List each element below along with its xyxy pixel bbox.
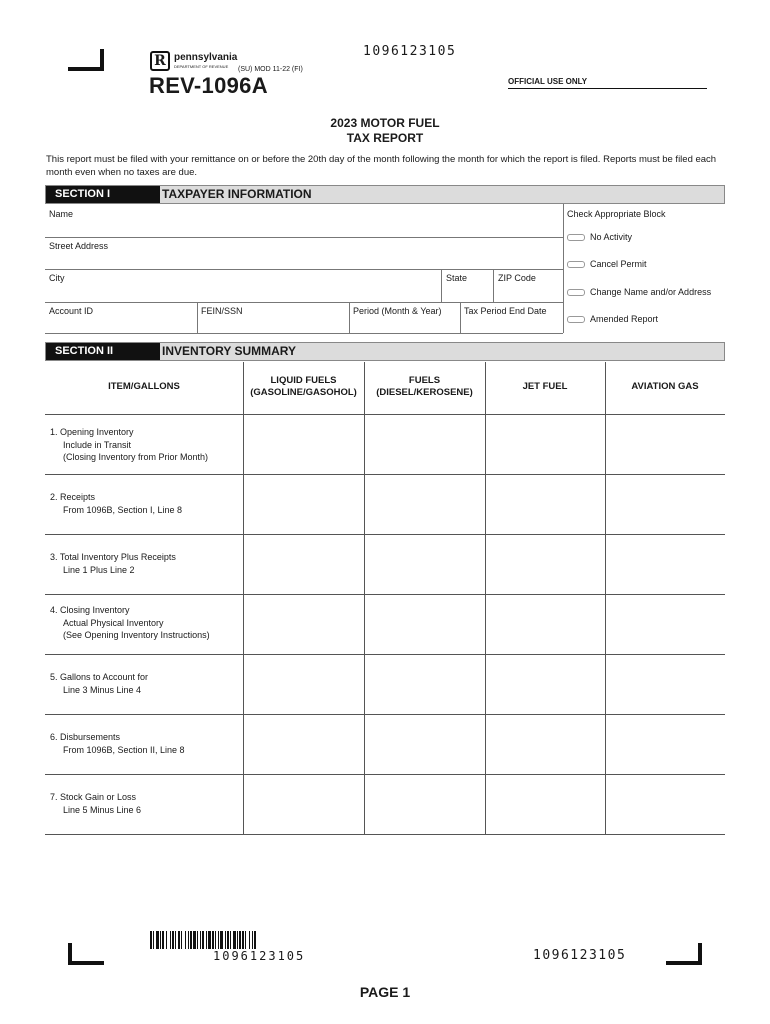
divider (45, 474, 725, 475)
pa-revenue-logo-icon: R (150, 51, 170, 71)
page-number: PAGE 1 (359, 984, 411, 1000)
check-block-title: Check Appropriate Block (567, 209, 666, 219)
divider (45, 774, 725, 775)
divider (45, 594, 725, 595)
report-title-line1: 2023 MOTOR FUEL (330, 116, 440, 130)
street-address-field[interactable]: Street Address (49, 241, 109, 251)
zip-code-field[interactable]: ZIP Code (498, 273, 536, 283)
row-label-stock-gain-loss: 7. Stock Gain or Loss Line 5 Minus Line 6 (50, 792, 142, 815)
agency-department: DEPARTMENT OF REVENUE (174, 64, 229, 69)
filing-instructions: This report must be filed with your remittance on or before the 20th day of the month following the month for which the report is filed. Reports must be filed each month even when no taxes are due. (46, 154, 717, 178)
row-label-closing-inventory: 4. Closing Inventory Actual Physical Inventory (See Opening Inventory Instructions) (50, 605, 210, 640)
checkbox-label: Cancel Permit (590, 259, 647, 269)
row-label-total-inventory: 3. Total Inventory Plus Receipts Line 1 Plus Line 2 (50, 552, 176, 575)
checkbox-icon[interactable] (567, 234, 585, 241)
row-label-gallons-to-account: 5. Gallons to Account for Line 3 Minus Line 4 (50, 672, 149, 695)
form-title: REV-1096A (149, 73, 268, 98)
column-header-jet-fuel: JET FUEL (522, 381, 568, 392)
divider (45, 302, 563, 303)
checkbox-cancel-permit[interactable] (567, 259, 647, 269)
divider (45, 654, 725, 655)
agency-name: pennsylvania (174, 52, 238, 63)
barcode-number: 1096123105 (213, 949, 306, 963)
inventory-table (45, 362, 725, 835)
checkbox-icon[interactable] (567, 316, 585, 323)
divider (605, 362, 606, 835)
divider (197, 302, 198, 333)
divider (349, 302, 350, 333)
divider (563, 204, 564, 333)
barcode-icon (150, 931, 363, 949)
divider (45, 834, 725, 835)
report-title-line2: TAX REPORT (346, 131, 424, 145)
checkbox-label: Amended Report (590, 314, 659, 324)
city-field[interactable]: City (49, 273, 65, 283)
fein-ssn-field[interactable]: FEIN/SSN (201, 306, 243, 316)
checkbox-icon[interactable] (567, 289, 585, 296)
checkbox-label: Change Name and/or Address (590, 287, 712, 297)
report-title (0, 116, 770, 146)
column-header-item: ITEM/GALLONS (108, 381, 180, 392)
corner-mark-bottom-left (68, 943, 104, 965)
account-id-field[interactable]: Account ID (49, 306, 94, 316)
tax-period-end-field[interactable]: Tax Period End Date (464, 306, 547, 316)
scan-number-bottom: 1096123105 (533, 948, 627, 963)
section1-header (45, 185, 725, 204)
period-field[interactable]: Period (Month & Year) (353, 306, 442, 316)
divider (460, 302, 461, 333)
official-use-label: OFFICIAL USE ONLY (508, 77, 707, 89)
divider (45, 237, 563, 238)
section1-title: TAXPAYER INFORMATION (162, 187, 312, 201)
corner-mark-top-left (68, 49, 104, 71)
checkbox-change-name[interactable] (567, 287, 711, 297)
checkbox-label: No Activity (590, 232, 633, 242)
form-code: (SU) MOD 11-22 (FI) (238, 66, 303, 73)
divider (45, 414, 725, 415)
divider (45, 714, 725, 715)
row-label-receipts: 2. Receipts From 1096B, Section I, Line 8 (50, 492, 183, 515)
divider (45, 534, 725, 535)
divider (485, 362, 486, 835)
divider (493, 269, 494, 302)
row-label-opening-inventory: 1. Opening Inventory Include in Transit (Closing Inventory from Prior Month) (50, 427, 209, 462)
checkbox-amended-report[interactable] (567, 314, 658, 324)
section2-header (45, 342, 725, 361)
state-field[interactable]: State (446, 273, 468, 283)
divider (364, 362, 365, 835)
section2-title: INVENTORY SUMMARY (162, 344, 297, 358)
scan-number-top: 1096123105 (363, 44, 457, 59)
divider (243, 362, 244, 835)
divider (45, 269, 563, 270)
section2-tag: SECTION II (46, 343, 160, 360)
corner-mark-bottom-right (666, 943, 702, 965)
column-header-liquid-fuels: LIQUID FUELS (GASOLINE/GASOHOL) (250, 375, 357, 398)
checkbox-icon[interactable] (567, 261, 585, 268)
row-label-disbursements: 6. Disbursements From 1096B, Section II, Line 8 (50, 732, 185, 755)
checkbox-no-activity[interactable] (567, 232, 632, 242)
column-header-fuels: FUELS (DIESEL/KEROSENE) (376, 375, 473, 398)
divider (441, 269, 442, 302)
name-field[interactable]: Name (49, 209, 74, 219)
column-header-aviation-gas: AVIATION GAS (631, 381, 699, 392)
section1-tag: SECTION I (46, 186, 160, 203)
divider (45, 333, 563, 334)
